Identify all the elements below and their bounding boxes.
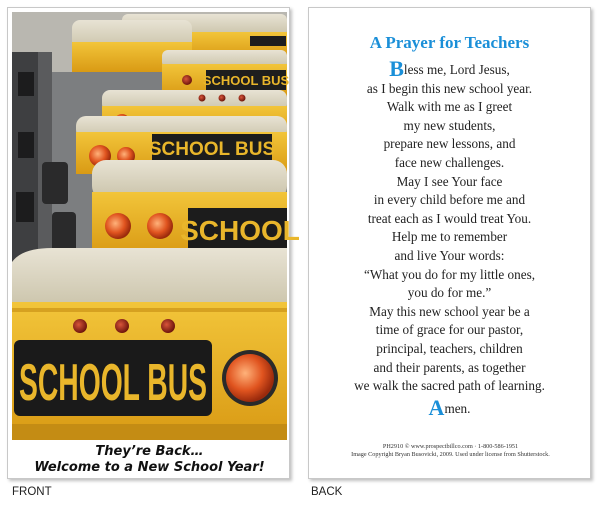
fine-print (309, 443, 592, 459)
prayer-line: prepare new lessons, and (383, 136, 516, 152)
prayer-title: A Prayer for Teachers (369, 33, 530, 52)
prayer-card-front (7, 7, 300, 479)
bus-sign-partial: SCHOOL (180, 215, 300, 246)
fine-print-line-1: PH2910 © www.prospectbillco.com · 1-800-586-1951 (382, 443, 519, 450)
bus-sign-medium: SCHOOL BUS (148, 139, 276, 160)
prayer-line: and live Your words: (394, 247, 505, 263)
back-label: BACK (311, 486, 343, 498)
prayer-line: my new students, (403, 117, 496, 133)
prayer-line: as I begin this new school year. (366, 80, 533, 96)
prayer-line: May this new school year be a (369, 303, 530, 319)
prayer-card-back (308, 7, 591, 479)
prayer-line: treat each as I would treat You. (367, 210, 532, 226)
prayer-line-rest: less me, Lord Jesus, (403, 62, 510, 77)
drop-cap-amen: A (428, 394, 445, 420)
drop-cap: B (389, 56, 404, 81)
front-label: FRONT (12, 486, 52, 498)
fine-print-line-2: Image Copyright Bryan Busovicki, 2009. Used under license from Shutterstock. (351, 451, 550, 459)
prayer-line: “What you do for my little ones, (363, 266, 536, 282)
prayer-amen (309, 394, 590, 420)
bus-sign-small: SCHOOL BUS (202, 73, 290, 88)
caption-line-1: They’re Back… (95, 444, 204, 459)
prayer-line: you do for me.” (407, 285, 492, 301)
front-caption (8, 440, 291, 480)
prayer-line: Walk with me as I greet (386, 99, 513, 115)
prayer-line: in every child before me and (373, 192, 526, 208)
bus-sign-large: SCHOOL BUS (19, 354, 207, 412)
school-bus-photo (12, 12, 300, 440)
prayer-line: face new challenges. (394, 154, 505, 170)
prayer-line: principal, teachers, children (376, 340, 523, 356)
caption-line-2: Welcome to a New School Year! (34, 460, 265, 475)
amen-rest: men. (444, 400, 471, 416)
prayer-text (309, 56, 590, 420)
prayer-line: May I see Your face (396, 173, 503, 189)
prayer-line: we walk the sacred path of learning. (354, 378, 545, 394)
prayer-line: Help me to remember (391, 229, 508, 245)
prayer-line: time of grace for our pastor, (375, 322, 524, 338)
prayer-line: and their parents, as together (373, 359, 526, 375)
prayer-line (309, 56, 590, 81)
school-bus-illustration (12, 12, 300, 440)
